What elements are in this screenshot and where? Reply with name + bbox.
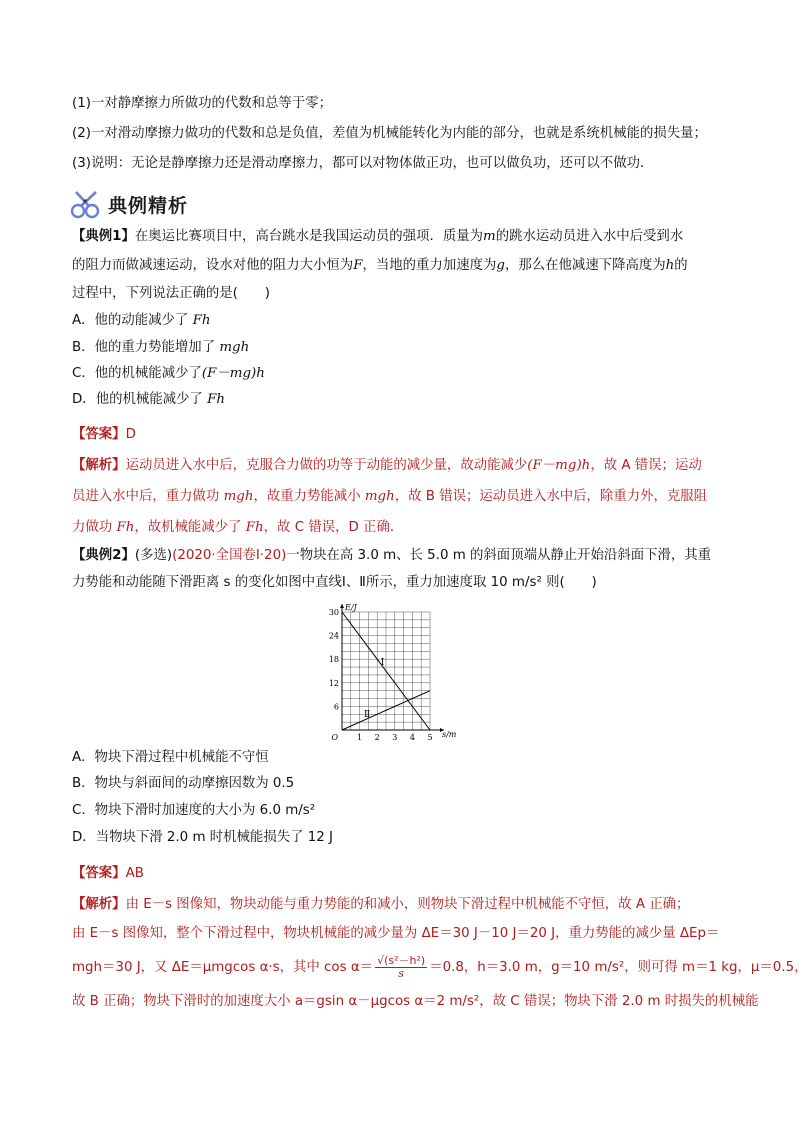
analysis-text: ，故机械能减少了 (134, 520, 242, 535)
analysis-text: ，故 C 错误，D 正确． (263, 520, 404, 535)
energy-distance-chart (320, 600, 460, 750)
analysis-math: Fh (116, 520, 135, 535)
analysis-math: Fh (245, 520, 264, 535)
analysis-tag: 【解析】 (72, 458, 126, 473)
ex1-text: ，那么在他减速下降高度为 (504, 258, 666, 273)
scissors-icon (70, 189, 104, 219)
fraction-numerator: √(s²－h²) (377, 953, 426, 967)
x-tick-label: 4 (409, 733, 415, 742)
option-math: Fh (207, 392, 226, 407)
intro-item-1: (1)一对静摩擦力所做功的代数和总等于零； (72, 96, 332, 111)
section-heading (70, 188, 188, 220)
ex1-text: 的 (674, 258, 688, 273)
analysis-math: (F－mg)h (527, 458, 591, 473)
ex1-option-d (72, 390, 732, 410)
ex1-text: 的阻力而做减速运动，设水对他的阻力大小恒为 (72, 258, 354, 273)
ex2-multi: (多选) (134, 548, 173, 563)
fraction-denominator: s (398, 966, 404, 980)
answer-value: D (125, 427, 136, 442)
intro-item-2: (2)一对滑动摩擦力做功的代数和总是负值，差值为机械能转化为内能的部分，也就是系统机械能的损失量； (72, 126, 707, 141)
y-tick-label: 6 (333, 702, 339, 712)
analysis-text: 员进入水中后，重力做功 (72, 489, 220, 504)
ex2-option-c: C．物块下滑时加速度的大小为 6.0 m/s² (72, 803, 316, 818)
analysis-text: 力做功 (72, 520, 113, 535)
ex2-option-b: B．物块与斜面间的动摩擦因数为 0.5 (72, 776, 295, 791)
x-tick-label: 1 (357, 733, 363, 742)
ex1-analysis-line-1 (72, 456, 732, 476)
answer-tag: 【答案】 (72, 427, 126, 442)
analysis-text: 运动员进入水中后，克服合力做的功等于动能的减少量，故动能减少 (125, 458, 528, 473)
chart-labels (329, 603, 457, 742)
y-tick-label: 18 (328, 655, 339, 665)
ex2-analysis-line-4: 故 B 正确；物块下滑时的加速度大小 a＝gsin α－μgcos α＝2 m/s²，故 C 错误；物块下滑 2.0 m 时损失的机械能 (72, 994, 759, 1009)
chart-axes (340, 604, 444, 732)
ex1-text: ，当地的重力加速度为 (362, 258, 497, 273)
ex2-option-a: A．物块下滑过程中机械能不守恒 (72, 750, 269, 765)
y-tick-label: 24 (328, 631, 339, 641)
ex1-tag: 【典例1】 (72, 229, 135, 244)
symbol-h: h (665, 258, 675, 273)
ex2-source: (2020·全国卷Ⅰ·20) (172, 548, 287, 563)
y-tick-label: 30 (328, 608, 339, 617)
x-axis-label: s/m (442, 730, 457, 739)
analysis-text: 由 E－s 图像知，物块动能与重力势能的和减小，则物块下滑过程中机械能不守恒，故 A 正确； (125, 897, 690, 912)
series-label-1: Ⅰ (380, 658, 385, 669)
analysis-tag: 【解析】 (72, 897, 126, 912)
option-text: C．他的机械能减少了 (72, 366, 202, 381)
option-text: B．他的重力势能增加了 (72, 340, 216, 355)
ex2-analysis-line-3 (72, 953, 808, 982)
y-axis-arrow (340, 604, 344, 608)
ex2-analysis-line-2: 由 E－s 图像知，整个下滑过程中，物块机械能的减少量为 ΔE＝30 J－10 J＝20 J，重力势能的减少量 ΔEp＝ (72, 926, 720, 941)
option-math: mgh (219, 340, 250, 355)
ex1-option-a (72, 311, 732, 331)
answer-tag: 【答案】 (72, 866, 126, 881)
ex1-line-3: 过程中，下列说法正确的是( ) (72, 286, 270, 301)
analysis-math: mgh (223, 489, 254, 504)
analysis-math: mgh (364, 489, 395, 504)
ex1-analysis-line-3 (72, 518, 732, 538)
ex1-text: 的跳水运动员进入水中后受到水 (495, 229, 684, 244)
symbol-m: m (483, 229, 496, 244)
option-math: (F－mg)h (201, 366, 265, 381)
symbol-F: F (353, 258, 363, 273)
y-axis-label: E/J (345, 603, 357, 612)
analysis-text: mgh＝30 J，又 ΔE＝μmgcos α·s，其中 cos α＝ (72, 960, 374, 975)
answer-value: AB (125, 866, 144, 881)
ex1-analysis-line-2 (72, 487, 732, 507)
ex1-line-2 (72, 256, 732, 276)
ex1-option-c (72, 364, 732, 384)
ex2-line-1 (72, 546, 732, 566)
option-text: D．他的机械能减少了 (72, 392, 203, 407)
ex1-option-b (72, 338, 732, 358)
analysis-text: ，故 A 错误；运动 (590, 458, 702, 473)
symbol-g: g (496, 258, 505, 273)
x-tick-label: 3 (392, 733, 398, 742)
ex2-text: 一物块在高 3.0 m、长 5.0 m 的斜面顶端从静止开始沿斜面下滑，其重 (286, 548, 712, 563)
ex2-option-d: D．当物块下滑 2.0 m 时机械能损失了 12 J (72, 830, 333, 845)
ex2-tag: 【典例2】 (72, 548, 135, 563)
ex2-analysis-line-1 (72, 895, 732, 915)
cos-fraction (375, 955, 427, 980)
origin-label: O (331, 733, 338, 742)
ex2-line-2: 力势能和动能随下滑距离 s 的变化如图中直线Ⅰ、Ⅱ所示，重力加速度取 10 m/s² 则( ) (72, 575, 597, 590)
option-text: A．他的动能减少了 (72, 313, 189, 328)
ex1-line-1 (72, 227, 732, 247)
analysis-text: ，故 B 错误；运动员进入水中后，除重力外，克服阻 (394, 489, 708, 504)
intro-item-3: (3)说明：无论是静摩擦力还是滑动摩擦力，都可以对物体做正功，也可以做负功，还可以不做功． (72, 156, 654, 171)
ex1-answer (72, 425, 732, 445)
section-title: 典例精析 (108, 194, 189, 217)
ex2-answer (72, 864, 732, 884)
analysis-text: ＝0.8，h＝3.0 m，g＝10 m/s²，则可得 m＝1 kg，μ＝0.5， (429, 960, 808, 975)
ex1-text: 在奥运比赛项目中，高台跳水是我国运动员的强项．质量为 (134, 229, 484, 244)
analysis-text: ，故重力势能减小 (253, 489, 361, 504)
option-math: Fh (192, 313, 211, 328)
series-label-2: Ⅱ (364, 710, 371, 721)
x-tick-label: 5 (427, 733, 433, 742)
y-tick-label: 12 (328, 678, 339, 688)
x-tick-label: 2 (374, 733, 380, 742)
